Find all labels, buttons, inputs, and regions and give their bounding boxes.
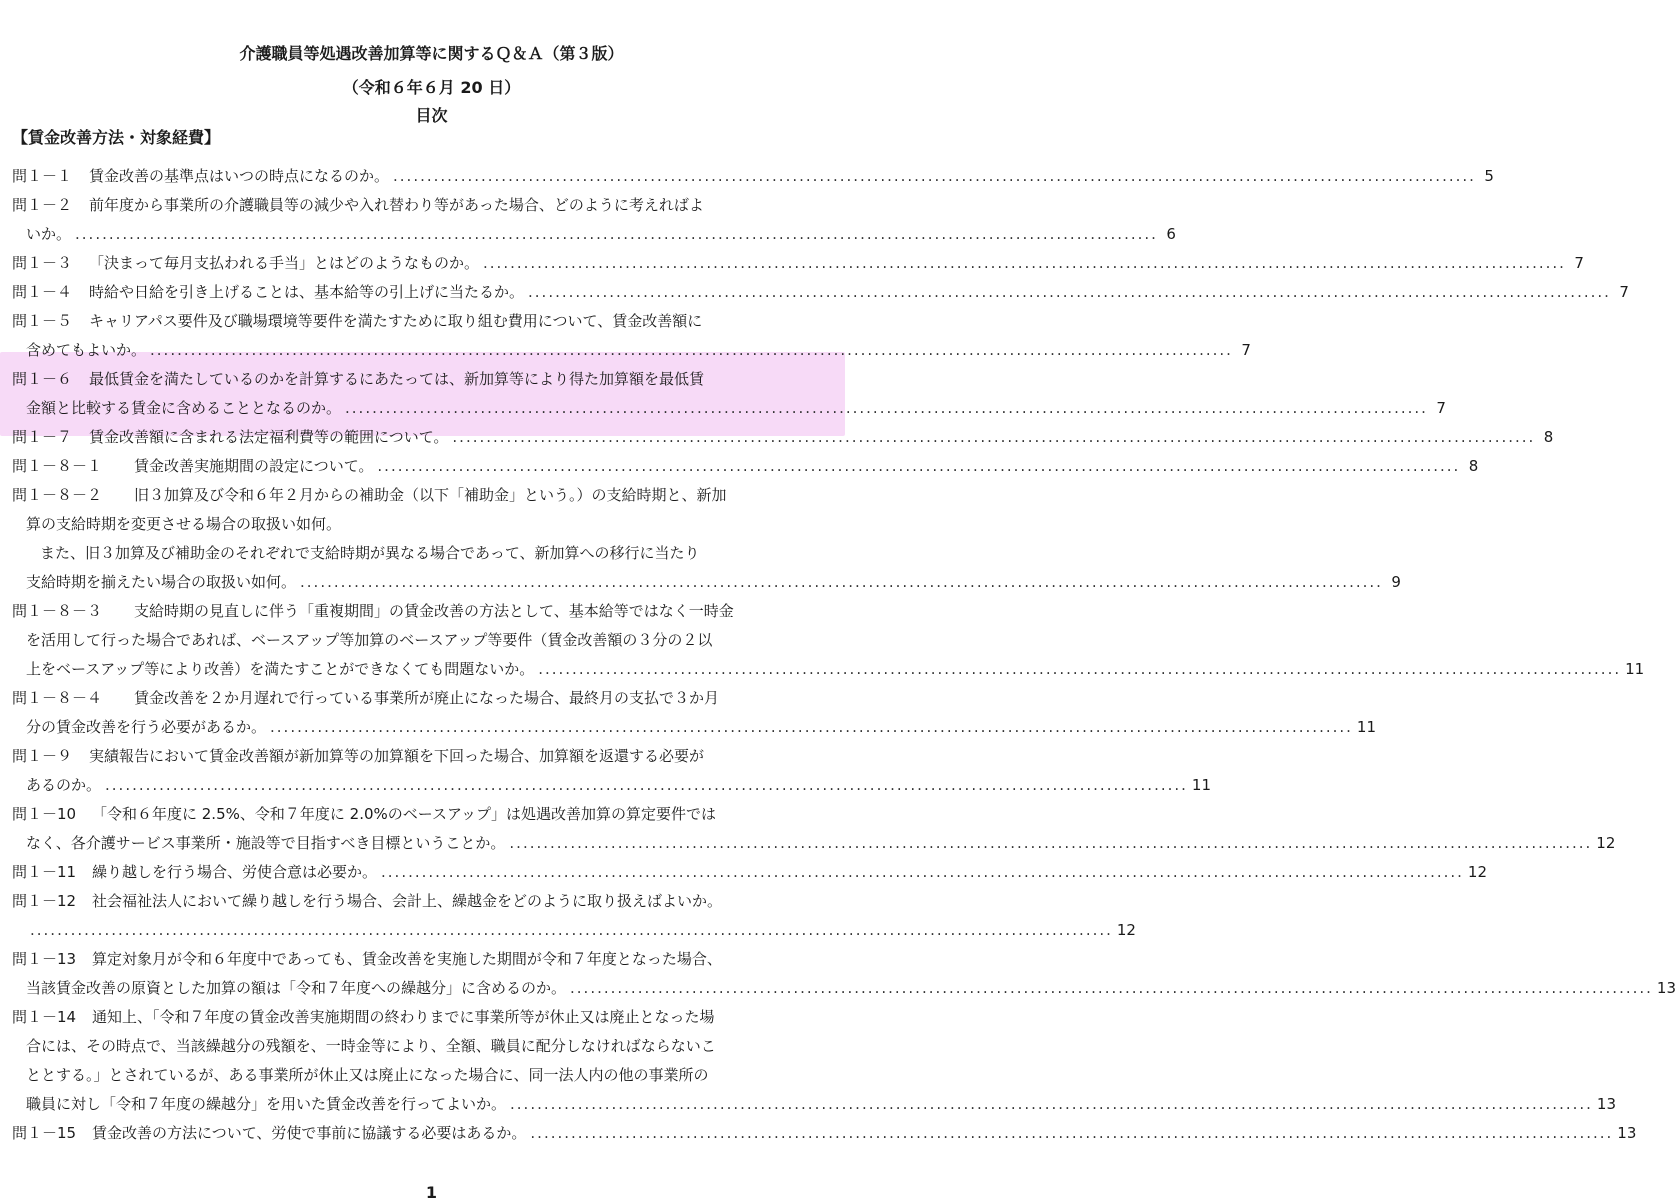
question-text: を活用して行った場合であれば、ベースアップ等加算のベースアップ等要件（賃金改善額の３分の２以 <box>26 631 713 649</box>
question-text: 賃金改善の基準点はいつの時点になるのか。 <box>89 167 390 185</box>
toc-entry[interactable] <box>12 307 1251 365</box>
question-text: キャリアパス要件及び職場環境等要件を満たすために取り組む費用について、賃金改善額に <box>89 312 703 330</box>
document-date: （令和６年６月 20 日） <box>342 78 521 97</box>
question-text: 社会福祉法人において繰り越しを行う場合、会計上、繰越金をどのように取り扱えばよいか。 <box>92 892 723 910</box>
question-number: 問１－15 <box>12 1124 77 1142</box>
question-number: 問１－２ <box>12 196 73 214</box>
toc-entry[interactable] <box>12 481 1401 597</box>
page-reference: 6 <box>1166 225 1176 243</box>
dot-leader <box>105 771 1188 800</box>
dot-leader <box>528 278 1611 307</box>
page-reference: 11 <box>1356 718 1376 736</box>
question-number: 問１－４ <box>12 283 73 301</box>
question-text: 上をベースアップ等により改善）を満たすことができなくても問題ないか。 <box>26 660 535 678</box>
question-text: 繰り越しを行う場合、労使合意は必要か。 <box>92 863 378 881</box>
toc-entry[interactable] <box>12 742 1211 800</box>
toc-entry[interactable] <box>12 278 1629 307</box>
contents-heading: 目次 <box>415 106 448 125</box>
question-text: 通知上、「令和７年度の賃金改善実施期間の終わりまでに事業所等が休止又は廃止となった場 <box>92 1008 715 1026</box>
question-text: 賃金改善を２か月遅れで行っている事業所が廃止になった場合、最終月の支払で３か月 <box>134 689 720 707</box>
dot-leader <box>377 452 1460 481</box>
section-title: 【賃金改善方法・対象経費】 <box>12 128 221 147</box>
dot-leader <box>509 829 1592 858</box>
page-reference: 7 <box>1241 341 1251 359</box>
page-reference: 12 <box>1116 921 1136 939</box>
question-number: 問１－７ <box>12 428 73 446</box>
question-text: 前年度から事業所の介護職員等の減少や入れ替わり等があった場合、どのように考えればよ <box>89 196 704 214</box>
page-reference: 5 <box>1484 167 1494 185</box>
page-reference: 8 <box>1543 428 1554 446</box>
question-text: 職員に対し「令和７年度の繰越分」を用いた賃金改善を行ってよいか。 <box>26 1095 507 1113</box>
toc-entry[interactable] <box>12 945 1676 1003</box>
question-text: 時給や日給を引き上げることは、基本給等の引上げに当たるか。 <box>89 283 525 301</box>
dot-leader <box>381 858 1464 887</box>
question-number: 問１－５ <box>12 312 73 330</box>
page-reference: 9 <box>1391 573 1401 591</box>
toc-entry[interactable] <box>12 249 1584 278</box>
question-text: 当該賃金改善の原資とした加算の額は「令和７年度への繰越分」に含めるのか。 <box>26 979 567 997</box>
question-text: ととする。」とされているが、ある事業所が休止又は廃止になった場合に、同一法人内の他の事業所の <box>26 1066 709 1084</box>
question-number: 問１－１ <box>12 167 73 185</box>
question-number: 問１－11 <box>12 863 77 881</box>
question-number: 問１－14 <box>12 1008 77 1026</box>
toc-entry[interactable] <box>12 800 1616 858</box>
question-number: 問１－６ <box>12 370 73 388</box>
question-text: 分の賃金改善を行う必要があるか。 <box>26 718 267 736</box>
toc-entry[interactable] <box>12 1003 1616 1119</box>
question-text: 支給時期を揃えたい場合の取扱い如何。 <box>26 573 297 591</box>
dot-leader <box>510 1090 1593 1119</box>
question-number: 問１－８－１ <box>12 457 103 475</box>
question-text: 旧３加算及び令和６年２月からの補助金（以下「補助金」という。）の支給時期と、新加 <box>134 486 727 504</box>
page-reference: 13 <box>1596 1095 1616 1113</box>
page-reference: 7 <box>1574 254 1584 272</box>
page-reference: 12 <box>1467 863 1487 881</box>
question-text: 算定対象月が令和６年度中であっても、賃金改善を実施した期間が令和７年度となった場合、 <box>92 950 722 968</box>
dot-leader <box>270 713 1353 742</box>
question-text: 賃金改善の方法について、労使で事前に協議する必要はあるか。 <box>92 1124 527 1142</box>
question-number: 問１－10 <box>12 805 77 823</box>
toc-entry[interactable] <box>12 162 1494 191</box>
question-number: 問１－８－２ <box>12 486 103 504</box>
question-text: 合には、その時点で、当該繰越分の残額を、一時金等により、全額、職員に配分しなければならないこ <box>26 1037 716 1055</box>
dot-leader <box>393 162 1476 191</box>
question-text: 含めてもよいか。 <box>26 341 147 359</box>
question-number: 問１－８－４ <box>12 689 103 707</box>
toc-entry[interactable] <box>12 684 1376 742</box>
toc-entry[interactable] <box>12 191 1176 249</box>
page-reference: 13 <box>1617 1124 1637 1142</box>
dot-leader <box>538 655 1621 684</box>
question-text: なく、各介護サービス事業所・施設等で目指すべき目標ということか。 <box>26 834 506 852</box>
toc-entry[interactable] <box>12 365 1446 423</box>
question-text: 算の支給時期を変更させる場合の取扱い如何。 <box>26 515 342 533</box>
page-reference: 7 <box>1619 283 1629 301</box>
dot-leader <box>75 220 1158 249</box>
table-of-contents <box>12 162 1676 1148</box>
page-reference: 8 <box>1468 457 1479 475</box>
question-text: 金額と比較する賃金に含めることとなるのか。 <box>26 399 342 417</box>
dot-leader <box>483 249 1566 278</box>
question-number: 問１－８－３ <box>12 602 103 620</box>
question-text: 賃金改善額に含まれる法定福利費等の範囲について。 <box>89 428 449 446</box>
toc-entry[interactable] <box>12 452 1479 481</box>
document-title: 介護職員等処遇改善加算等に関するＱ＆Ａ（第３版） <box>239 44 624 63</box>
toc-entry[interactable] <box>12 858 1487 887</box>
question-text: また、旧３加算及び補助金のそれぞれで支給時期が異なる場合であって、新加算への移行に当たり <box>40 544 700 562</box>
question-text: 賃金改善実施期間の設定について。 <box>134 457 374 475</box>
toc-entry[interactable] <box>12 423 1554 452</box>
question-number: 問１－12 <box>12 892 77 910</box>
dot-leader <box>570 974 1653 1003</box>
question-text: 支給時期の見直しに伴う「重複期間」の賃金改善の方法として、基本給等ではなく一時金 <box>134 602 734 620</box>
toc-entry[interactable] <box>12 597 1645 684</box>
question-text: 実績報告において賃金改善額が新加算等の加算額を下回った場合、加算額を返還する必要が <box>89 747 705 765</box>
page-reference: 13 <box>1656 979 1676 997</box>
question-number: 問１－３ <box>12 254 73 272</box>
dot-leader <box>150 336 1233 365</box>
dot-leader <box>300 568 1383 597</box>
page-reference: 7 <box>1436 399 1446 417</box>
question-text: いか。 <box>26 225 72 243</box>
question-text: あるのか。 <box>26 776 102 794</box>
page-reference: 11 <box>1191 776 1211 794</box>
question-text: 最低賃金を満たしているのかを計算するにあたっては、新加算等により得た加算額を最低賃 <box>89 370 705 388</box>
question-text: 「決まって毎月支払われる手当」とはどのようなものか。 <box>89 254 480 272</box>
page-reference: 12 <box>1596 834 1616 852</box>
question-number: 問１－９ <box>12 747 73 765</box>
toc-entry[interactable] <box>12 887 1136 945</box>
dot-leader <box>30 916 1113 945</box>
question-number: 問１－13 <box>12 950 77 968</box>
question-text: 「令和６年度に 2.5%、令和７年度に 2.0%のベースアップ」は処遇改善加算の算定要件では <box>92 805 716 823</box>
dot-leader <box>530 1119 1613 1148</box>
dot-leader <box>345 394 1428 423</box>
page-reference: 11 <box>1625 660 1645 678</box>
toc-entry[interactable] <box>12 1119 1637 1148</box>
page-number: 1 <box>425 1183 438 1202</box>
dot-leader <box>452 423 1535 452</box>
